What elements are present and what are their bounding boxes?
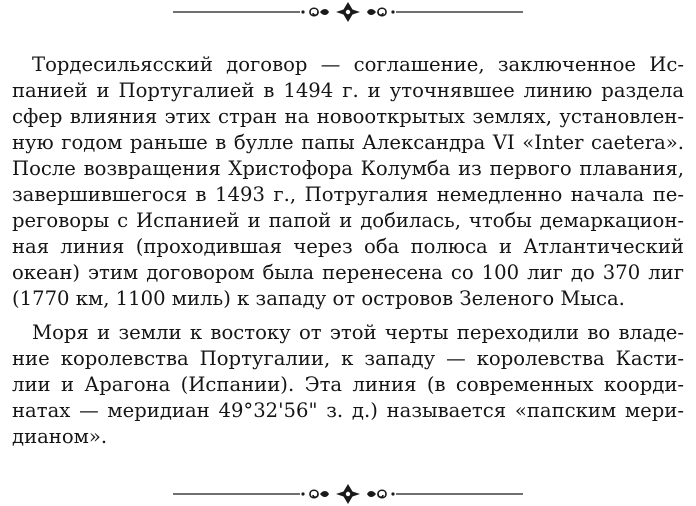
- paragraph-2: [12, 320, 684, 450]
- text-line: ную годом раньше в булле папы Александра VI «Inter caetera».: [12, 131, 684, 154]
- text-line: (1770 км, 1100 миль) к западу от островов Зеленого Мыса.: [12, 287, 625, 310]
- text-line: натах — меридиан 49°32'56" з. д.) называется «папским мери-: [12, 399, 684, 422]
- text-line: реговоры с Испанией и папой и добилась, чтобы демаркацион-: [12, 209, 684, 232]
- ornament-icon: [0, 482, 696, 506]
- paragraph-1: [12, 52, 684, 312]
- text-line: дианом».: [12, 425, 108, 448]
- paragraph-gap: [12, 312, 684, 320]
- ornament-icon: [0, 0, 696, 24]
- text-line: ние королевства Португалии, к западу — королевства Касти-: [12, 347, 684, 370]
- text-line: Моря и земли к востоку от этой черты переходили во владе-: [32, 321, 684, 344]
- bottom-ornament-divider: [0, 482, 696, 506]
- article-body: [12, 52, 684, 450]
- text-line: океан) этим договором была перенесена со 100 лиг до 370 лиг: [12, 261, 684, 284]
- top-ornament-divider: [0, 0, 696, 24]
- text-line: завершившегося в 1493 г., Потругалия немедленно начала пе-: [12, 183, 684, 206]
- text-line: сфер влияния этих стран на новооткрытых землях, установлен-: [12, 105, 684, 128]
- text-line: Тордесильясский договор — соглашение, заключенное Ис-: [32, 53, 684, 76]
- text-line: панией и Португалией в 1494 г. и уточнявшее линию раздела: [12, 79, 684, 102]
- text-line: ная линия (проходившая через оба полюса и Атлантический: [12, 235, 684, 258]
- text-line: лии и Арагона (Испании). Эта линия (в современных коорди-: [12, 373, 684, 396]
- text-line: После возвращения Христофора Колумба из первого плавания,: [12, 157, 684, 180]
